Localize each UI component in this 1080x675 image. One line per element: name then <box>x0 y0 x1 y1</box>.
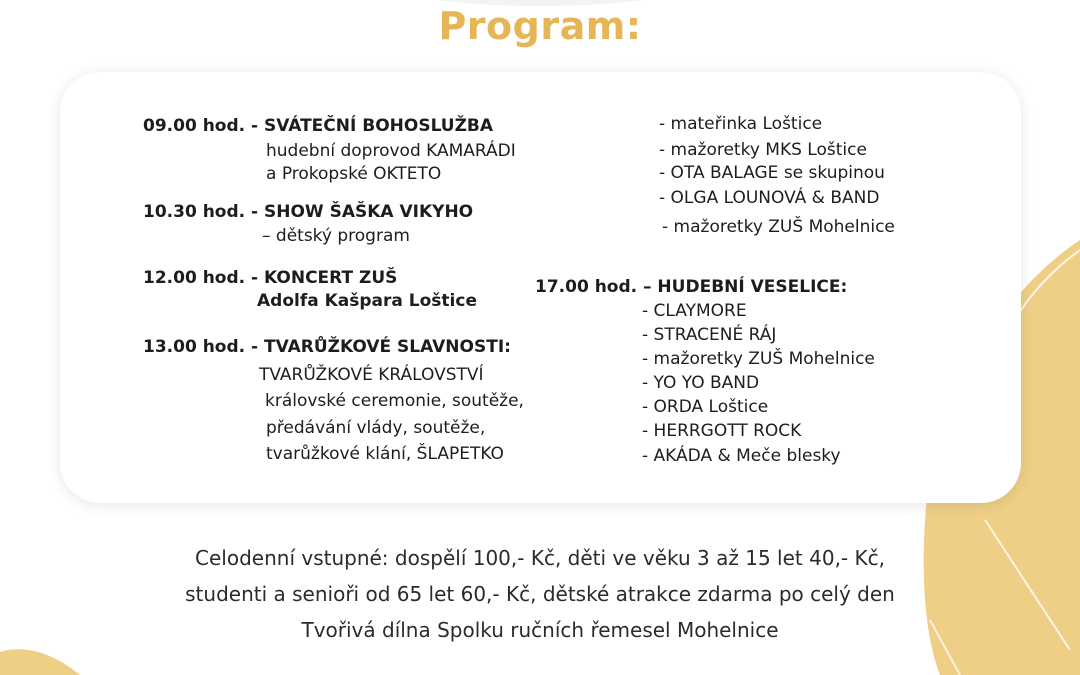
program-time-1200: 12.00 hod. - KONCERT ZUŠ <box>143 268 398 288</box>
program-right-item: - OLGA LOUNOVÁ & BAND <box>659 188 880 208</box>
evening-item: - YO YO BAND <box>642 373 760 393</box>
program-line: hudební doprovod KAMARÁDI <box>266 141 516 161</box>
program-line: – dětský program <box>262 226 410 246</box>
workshop-line: Tvořivá dílna Spolku ručních řemesel Mohelnice <box>301 618 779 642</box>
program-time-1700: 17.00 hod. – HUDEBNÍ VESELICE: <box>535 277 848 297</box>
evening-item: - ORDA Loštice <box>642 397 769 417</box>
program-time-1300: 13.00 hod. - TVARŮŽKOVÉ SLAVNOSTI: <box>143 337 511 357</box>
program-time-1030: 10.30 hod. - SHOW ŠAŠKA VIKYHO <box>143 202 474 222</box>
evening-item: - HERRGOTT ROCK <box>642 421 802 441</box>
program-line: a Prokopské OKTETO <box>266 164 442 184</box>
admission-line: Celodenní vstupné: dospělí 100,- Kč, děti ve věku 3 až 15 let 40,- Kč, <box>195 546 885 570</box>
evening-item: - AKÁDA & Meče blesky <box>642 446 841 466</box>
left-gold-shape <box>0 649 80 675</box>
admission-info <box>0 540 1080 648</box>
evening-item: - CLAYMORE <box>642 301 747 321</box>
program-time-0900: 09.00 hod. - SVÁTEČNÍ BOHOSLUŽBA <box>143 116 494 136</box>
page-title: Program: <box>438 4 642 48</box>
program-line: TVARŮŽKOVÉ KRÁLOVSTVÍ <box>259 365 484 385</box>
program-right-item: - OTA BALAGE se skupinou <box>659 163 885 183</box>
program-line: Adolfa Kašpara Loštice <box>257 291 477 311</box>
program-right-item: - mažoretky MKS Loštice <box>659 140 867 160</box>
admission-line: studenti a senioři od 65 let 60,- Kč, dětské atrakce zdarma po celý den <box>185 582 895 606</box>
program-right-item: - mažoretky ZUŠ Mohelnice <box>662 217 895 237</box>
program-line: královské ceremonie, soutěže, <box>265 391 524 411</box>
program-line: předávání vlády, soutěže, <box>266 418 486 438</box>
program-line: tvarůžkové klání, ŠLAPETKO <box>266 444 504 464</box>
evening-item: - mažoretky ZUŠ Mohelnice <box>642 349 875 369</box>
evening-item: - STRACENÉ RÁJ <box>642 325 777 345</box>
program-right-item: - mateřinka Loštice <box>659 114 823 134</box>
